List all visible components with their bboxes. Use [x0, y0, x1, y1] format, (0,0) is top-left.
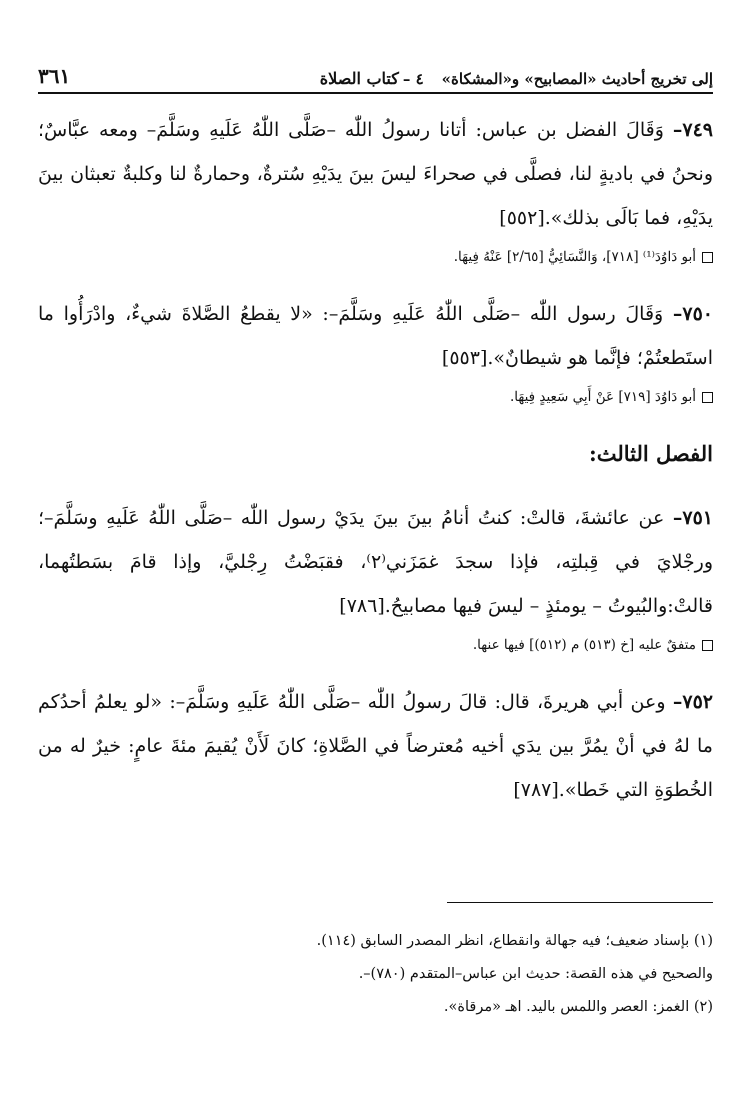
- hadith-number: ٧٥٠–: [672, 303, 713, 325]
- book-title: إلى تخريج أحاديث «المصابيح» و«المشكاة»: [441, 70, 713, 88]
- footnote-divider: [447, 902, 713, 903]
- header-title-group: [320, 69, 713, 88]
- hadith-body: وَقَالَ الفضل بن عباس: أتانا رسولُ اللّٰه –صَلَّى اللّٰهُ عَلَيهِ وسَلَّمَ– ومعه عبَّاسٌ؛ ونحنُ في باديةٍ لنا، فصلَّى في صحراءَ ليسَ بينَ يدَيْهِ سُترةٌ، وحمارةٌ لنا وكلبةٌ تعبثان بينَ يدَيْهِ، فما بَالَى بذلك».[٥٥٢]: [38, 119, 713, 229]
- hadith-752: [38, 680, 713, 812]
- hadith-source: [38, 386, 713, 408]
- square-bullet-icon: [702, 252, 713, 263]
- source-text: متفقٌ عليه [خ (٥١٣) م (٥١٢)] فيها عنها.: [472, 637, 696, 653]
- page-number: ٣٦١: [38, 64, 71, 88]
- hadith-text: [38, 680, 713, 812]
- footnote-2: (٢) الغمز: العصر واللمس باليد. اهـ «مرقاة».: [443, 999, 713, 1015]
- page-content: [38, 108, 713, 812]
- hadith-body: وعن أبي هريرةَ، قال: قالَ رسولُ اللّٰه –صَلَّى اللّٰهُ عَلَيهِ وسَلَّمَ–: «لو يعلمُ أحدُكم ما لهُ في أنْ يمُرَّ بين يدَي أخيه مُعترضاً في الصَّلاةِ؛ كانَ لَأَنْ يُقيمَ مئةَ عامٍ: خيرٌ له من الخُطوَةِ التي خَطا».[٧٨٧]: [38, 691, 713, 801]
- chapter-title: كتاب الصلاة: [319, 69, 399, 88]
- chapter-number: ٤ –: [402, 70, 424, 88]
- hadith-body: عن عائشةَ، قالتْ: كنتُ أنامُ بينَ بينَ يدَيْ رسول اللّٰه –صَلَّى اللّٰهُ عَلَيهِ وسَلَّمَ–؛ ورجْلايَ في قِبلتِه، فإذا سجدَ غمَزَني⁽٢⁾، فقبَضْتُ رِجْليَّ، وإذا قامَ بسَطتُهما، قالتْ:والبُيوتُ – يومئذٍ – ليسَ فيها مصابيحُ.[٧٨٦]: [38, 507, 713, 617]
- hadith-750: [38, 292, 713, 408]
- square-bullet-icon: [702, 640, 713, 651]
- source-text: أبو دَاوُدَ⁽¹⁾ [٧١٨]، وَالنَّسَائِيُّ [٢/٦٥] عَنْهُ فِيهَا.: [453, 249, 696, 265]
- hadith-source: [38, 246, 713, 268]
- footnote-1-continuation: والصحيح في هذه القصة: حديث ابن عباس–المتقدم (٧٨٠)–.: [358, 966, 713, 982]
- header-page-group: [38, 64, 70, 88]
- hadith-749: [38, 108, 713, 268]
- footnote-1: (١) بإسناد ضعيف؛ فيه جهالة وانقطاع، انظر المصدر السابق (١١٤).: [316, 933, 713, 949]
- hadith-source: [38, 634, 713, 656]
- hadith-751: [38, 496, 713, 656]
- running-header: [38, 52, 713, 94]
- hadith-number: ٧٥١–: [672, 507, 713, 529]
- hadith-number: ٧٤٩–: [672, 119, 713, 141]
- hadith-text: [38, 496, 713, 628]
- hadith-text: [38, 108, 713, 240]
- footnotes: [38, 925, 713, 1024]
- hadith-body: وَقَالَ رسول اللّٰه –صَلَّى اللّٰهُ عَلَيهِ وسَلَّمَ–: «لا يقطعُ الصَّلاةَ شيءٌ، وادْرَأُوا ما استَطعتُمْ؛ فإنَّما هو شيطانٌ».[٥٥٣]: [38, 303, 713, 369]
- hadith-text: [38, 292, 713, 380]
- source-text: أبو دَاوُدَ [٧١٩] عَنْ أَبِي سَعِيدٍ فِيهَا.: [509, 389, 696, 405]
- square-bullet-icon: [702, 392, 713, 403]
- section-title: الفصل الثالث:: [588, 441, 713, 466]
- hadith-number: ٧٥٢–: [672, 691, 713, 713]
